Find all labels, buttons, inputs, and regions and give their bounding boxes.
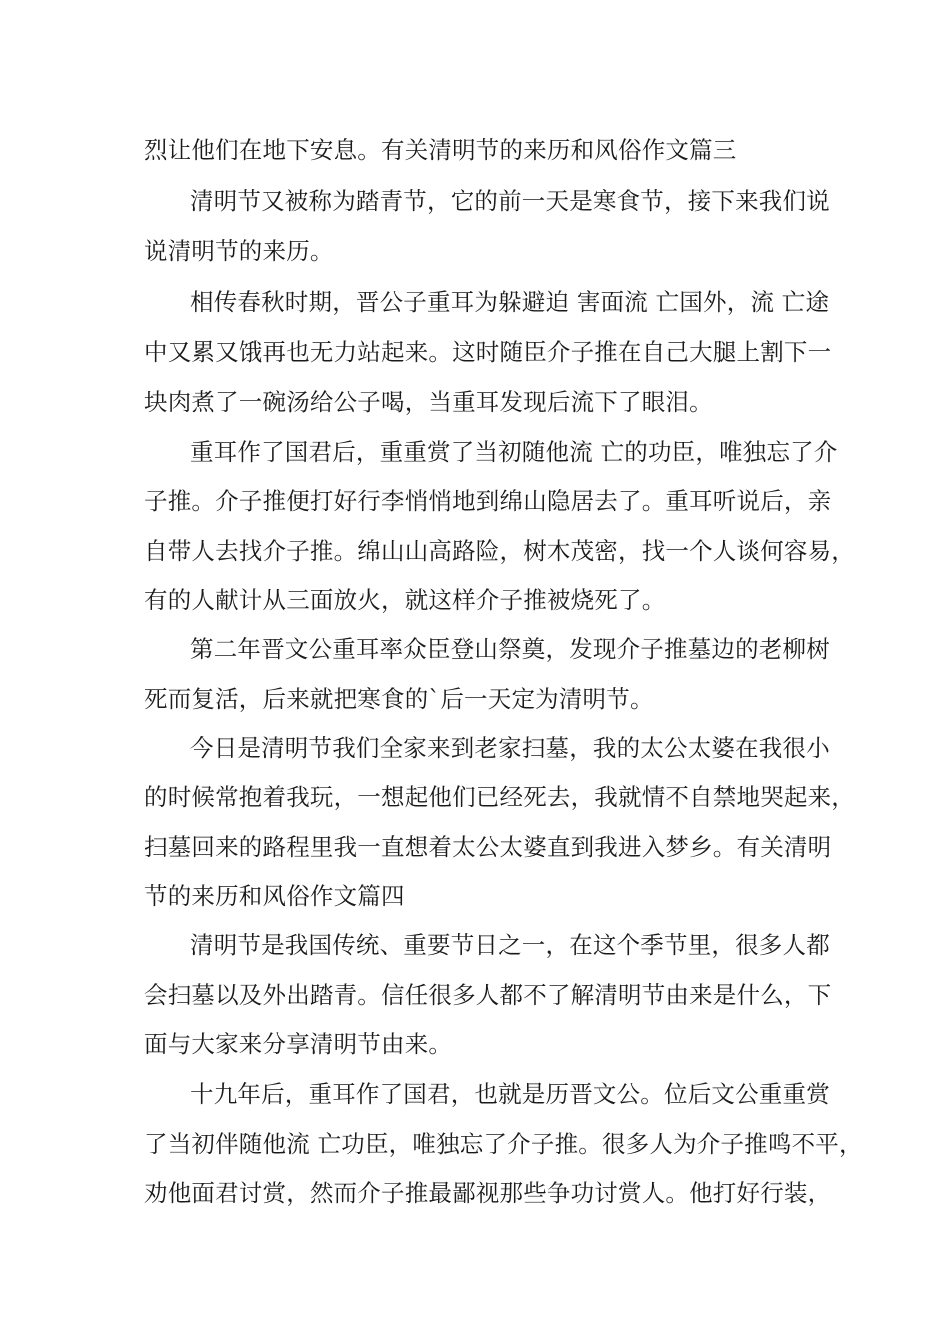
text-line: 面与大家来分享清明节由来。 (144, 1030, 453, 1058)
text-line: 说清明节的来历。 (144, 237, 334, 265)
text-line: 十九年后，重耳作了国君，也就是历晋文公。位后文公重重赏 (190, 1080, 830, 1108)
text-line: 了当初伴随他流 亡功臣，唯独忘了介子推。很多人为介子推鸣不平， (144, 1130, 863, 1158)
text-line: 死而复活，后来就把寒食的`后一天定为清明节。 (144, 685, 654, 713)
text-line: 烈让他们在地下安息。有关清明节的来历和风俗作文篇三 (144, 136, 737, 164)
text-line: 节的来历和风俗作文篇四 (144, 882, 405, 910)
text-line: 相传春秋时期，晋公子重耳为躲避迫 害面流 亡国外，流 亡途 (190, 288, 830, 316)
text-line: 自带人去找介子推。绵山山高路险，树木茂密，找一个人谈何容易， (144, 537, 855, 565)
text-line: 劝他面君讨赏，然而介子推最鄙视那些争功讨赏人。他打好行装， (144, 1179, 832, 1207)
text-line: 清明节又被称为踏青节，它的前一天是寒食节，接下来我们说 (190, 187, 830, 215)
text-line: 清明节是我国传统、重要节日之一，在这个季节里，很多人都 (190, 931, 830, 959)
text-line: 重耳作了国君后，重重赏了当初随他流 亡的功臣，唯独忘了介 (190, 438, 838, 466)
text-line: 今日是清明节我们全家来到老家扫墓，我的太公太婆在我很小 (190, 734, 830, 762)
text-line: 扫墓回来的路程里我一直想着太公太婆直到我进入梦乡。有关清明 (144, 833, 832, 861)
text-line: 有的人献计从三面放火，就这样介子推被烧死了。 (144, 586, 666, 614)
text-line: 会扫墓以及外出踏青。信任很多人都不了解清明节由来是什么，下 (144, 981, 832, 1009)
text-line: 的时候常抱着我玩，一想起他们已经死去，我就情不自禁地哭起来， (144, 783, 855, 811)
text-line: 中又累又饿再也无力站起来。这时随臣介子推在自己大腿上割下一 (144, 338, 832, 366)
text-line: 第二年晋文公重耳率众臣登山祭奠，发现介子推墓边的老柳树 (190, 635, 830, 663)
text-line: 块肉煮了一碗汤给公子喝，当重耳发现后流下了眼泪。 (144, 388, 713, 416)
text-line: 子推。介子推便打好行李悄悄地到绵山隐居去了。重耳听说后，亲 (144, 487, 832, 515)
